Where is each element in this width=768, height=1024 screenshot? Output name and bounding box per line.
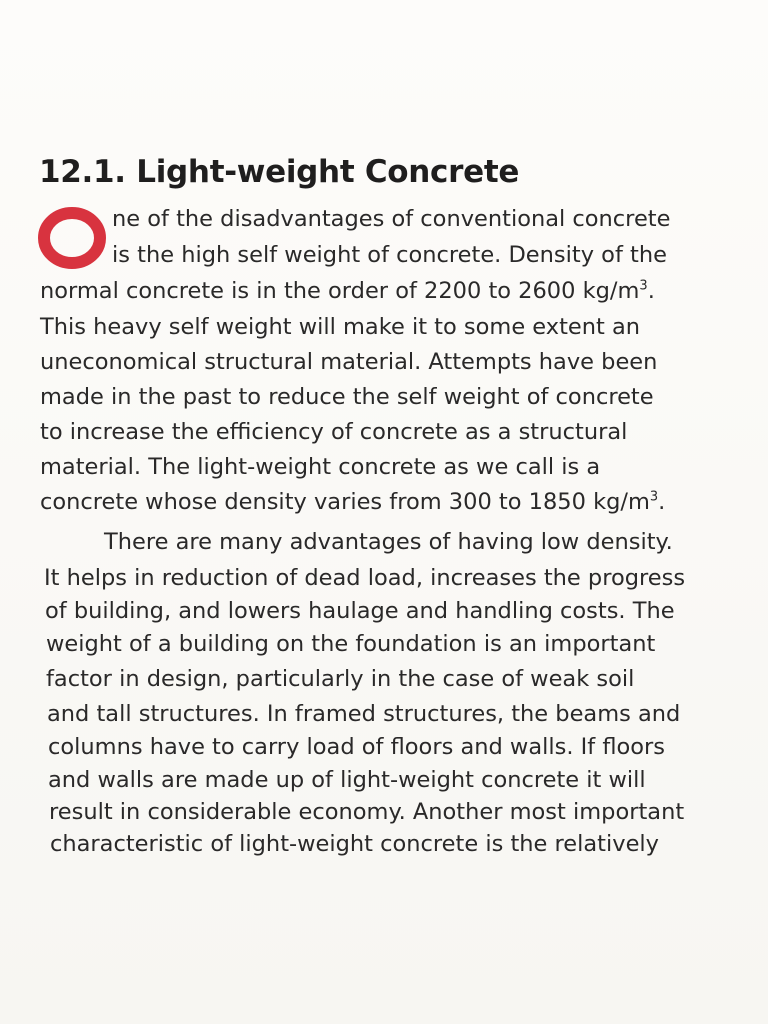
text-line: is the high self weight of concrete. Density of the — [112, 242, 667, 268]
drop-cap-letter-o — [38, 205, 110, 271]
text-line: of building, and lowers haulage and handling costs. The — [45, 598, 675, 624]
text-line: It helps in reduction of dead load, increases the progress — [44, 565, 686, 591]
text-line: characteristic of light-weight concrete is the relatively — [50, 831, 659, 857]
text-line-body: concrete whose density varies from 300 to 1850 kg/m — [40, 489, 650, 515]
text-line: and tall structures. In framed structures, the beams and — [47, 701, 681, 727]
text-line: result in considerable economy. Another most important — [49, 799, 685, 825]
punctuation: . — [647, 278, 655, 304]
text-line: There are many advantages of having low density. — [104, 529, 673, 555]
text-line — [40, 487, 665, 517]
text-line: weight of a building on the foundation is an important — [46, 631, 656, 657]
text-line-body: normal concrete is in the order of 2200 to 2600 kg/m — [40, 278, 640, 304]
text-line: made in the past to reduce the self weight of concrete — [40, 384, 654, 410]
text-line: material. The light-weight concrete as we call is a — [40, 454, 601, 480]
section-heading: 12.1. Light-weight Concrete — [39, 154, 520, 190]
text-line — [40, 276, 655, 306]
text-line: factor in design, particularly in the case of weak soil — [46, 666, 635, 692]
text-line: columns have to carry load of floors and walls. If floors — [48, 734, 666, 760]
superscript: 3 — [639, 278, 648, 294]
text-line: ne of the disadvantages of conventional concrete — [112, 206, 671, 232]
superscript: 3 — [649, 489, 659, 505]
text-line: and walls are made up of light-weight concrete it will — [48, 767, 646, 793]
text-line: This heavy self weight will make it to some extent an — [40, 314, 641, 340]
text-line: to increase the efficiency of concrete as a structural — [40, 419, 628, 445]
punctuation: . — [658, 489, 666, 515]
text-line: uneconomical structural material. Attempts have been — [40, 349, 658, 375]
